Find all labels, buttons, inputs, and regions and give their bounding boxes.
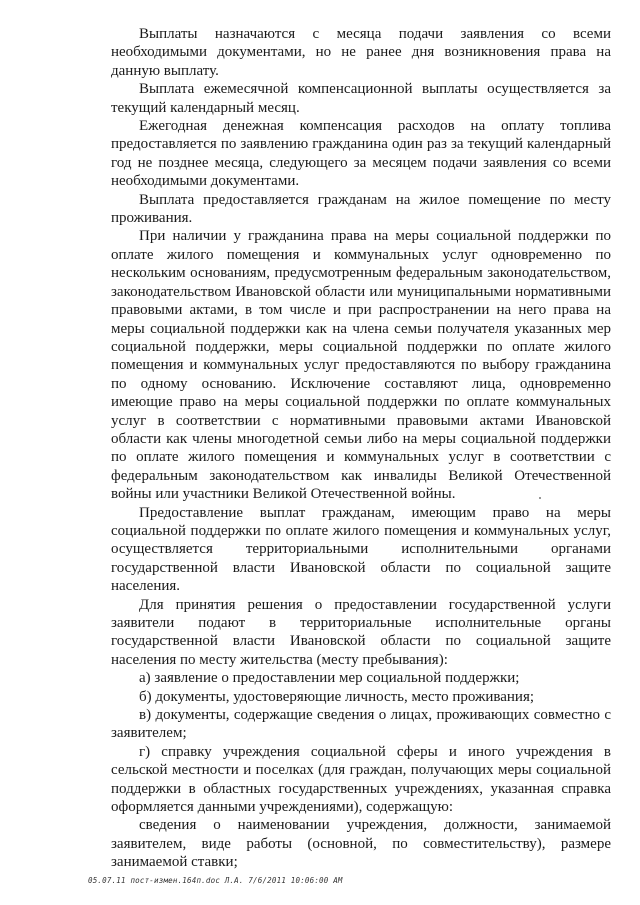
paragraph-2: Выплата ежемесячной компенсационной выплаты осуществляется за текущий календарный месяц. [111,81,611,116]
list-item-d: г) справку учреждения социальной сферы и иного учреждения в сельской местности и поселках (для граждан, получающих меры социальной поддержки в областных государственных учреждениях, указанная справка оформляется данными учреждениями), содержащую: [111,743,611,816]
document-footer: 05.07.11 пост-измен.164п.doc Л.А. 7/6/2011 10:06:00 AM [88,876,343,885]
paragraph-4: Выплата предоставляется гражданам на жилое помещение по месту проживания. [111,191,611,227]
paragraph-7: Для принятия решения о предоставлении государственной услуги заявители подают в территориальные исполнительные органы государственной власти Ивановской области по социальной защите населения по месту жительства (месту пребывания): [111,596,611,668]
list-item-a: а) заявление о предоставлении мер социальной поддержки; [139,670,520,687]
list-item-d-detail: сведения о наименовании учреждения, должности, занимаемой заявителем, виде работы (основной, по совместительству), размере занимаемой ставки; [111,817,611,871]
paragraph-1: Выплаты назначаются с месяца подачи заявления со всеми необходимыми документами, но не ранее дня возникновения права на данную выплату. [111,26,611,79]
list-item-c: в) документы, содержащие сведения о лицах, проживающих совместно с заявителем; [111,707,611,742]
paragraph-5: При наличии у гражданина права на меры социальной поддержки по оплате жилого помещения и коммунальных услуг одновременно по нескольким основаниям, предусмотренным федеральным законодательством, законодательством Ивановской области или муниципальными нормативными правовыми актами, в том числе и при распространении на него права на меры социальной поддержки как на члена семьи получателя указанных мер социальной поддержки, меры социальной поддержки по оплате жилого помещения и коммунальных услуг предоставляются по выбору гражданина по одному основанию. Исключение составляют лица, одновременно имеющие право на меры социальной поддержки по оплате коммунальных услуг в соответствии с нормативными правовыми актами Ивановской области как члены многодетной семьи либо на меры социальной поддержки по оплате жилого помещения и коммунальных услуг в соответствии с федеральным законодательством как инвалиды Великой Отечественной войны или участники Великой Отечественной войны. [111,228,611,503]
paragraph-6: Предоставление выплат гражданам, имеющим право на меры социальной поддержки по оплате жилого помещения и коммунальных услуг, осуществляется территориальными исполнительными органами государственной власти Ивановской области по социальной защите населения. [111,504,611,595]
paragraph-3: Ежегодная денежная компенсация расходов на оплату топлива предоставляется по заявлению гражданина один раз за текущий календарный год не позднее месяца, следующего за месяцем подачи заявления со всеми необходимыми документами. [111,118,611,190]
document-body [111,25,611,872]
scan-speck [539,497,541,499]
list-item-b: б) документы, удостоверяющие личность, место проживания; [139,688,535,705]
